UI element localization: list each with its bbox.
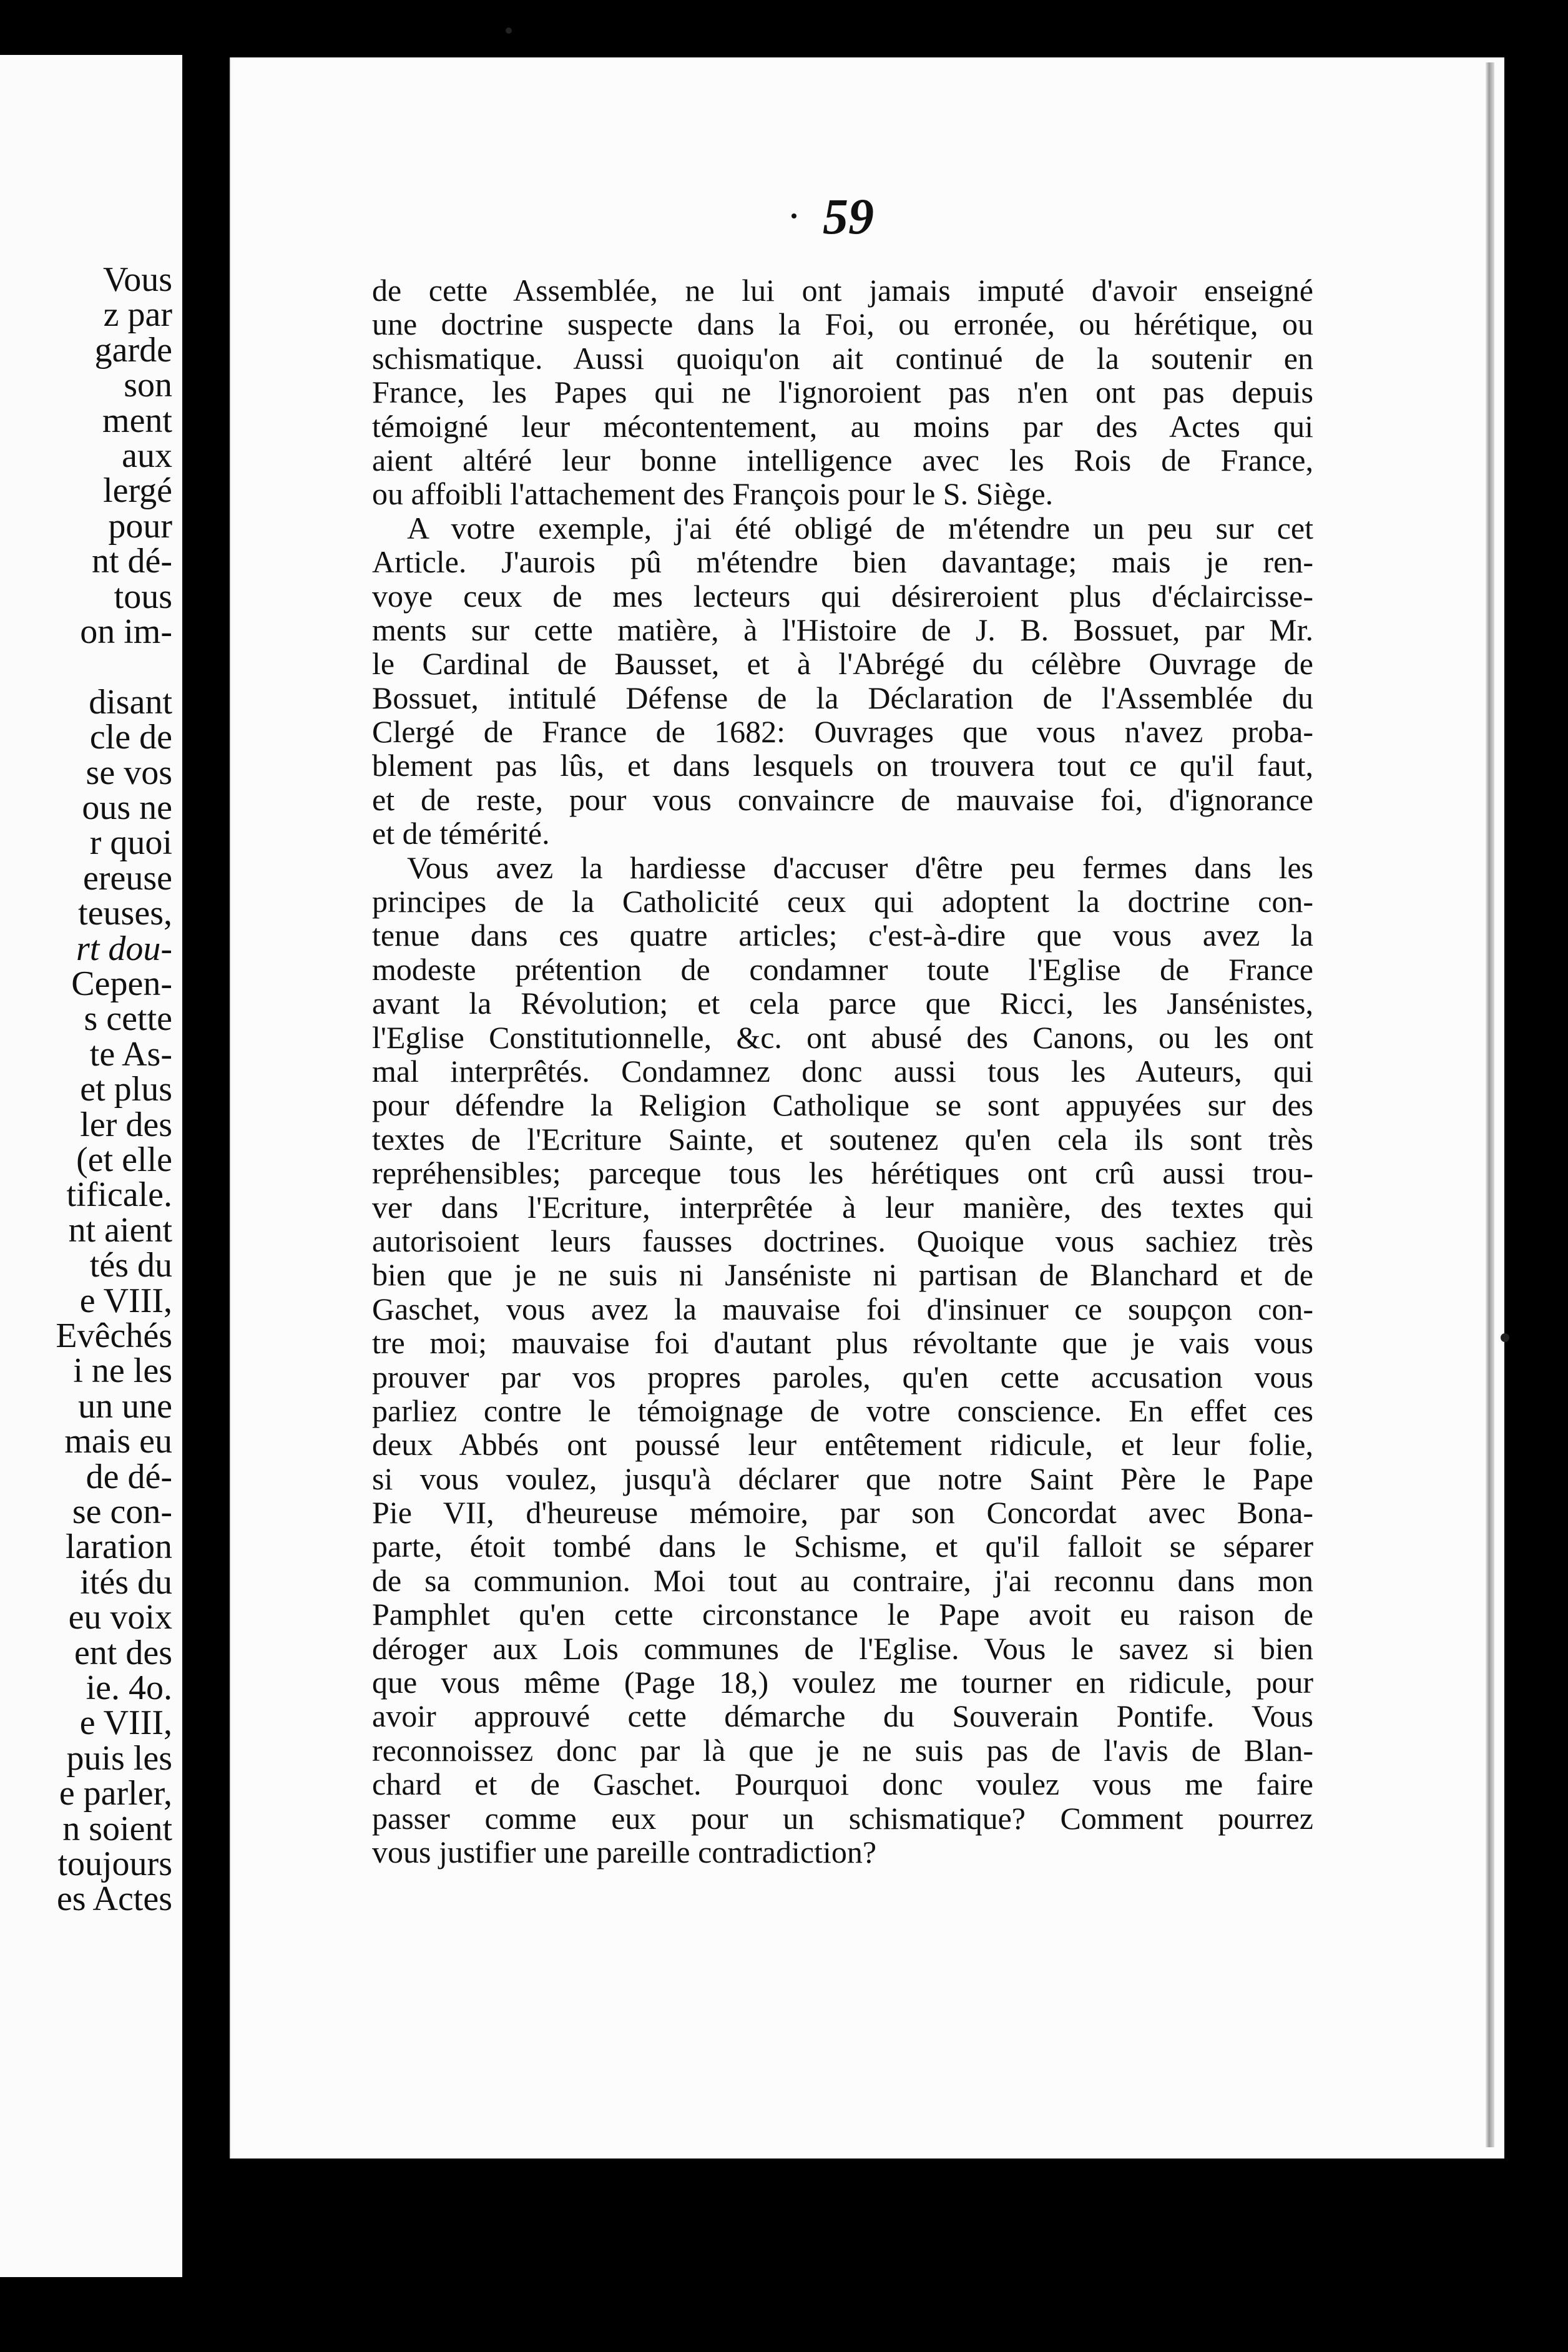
text-line: et de témérité. <box>372 816 550 851</box>
facing-page-line: tificale. <box>66 1175 172 1215</box>
text-line: avant la Révolution; et cela parce que Ricci, les Jansénistes, <box>372 986 1313 1021</box>
text-line: Gaschet, vous avez la mauvaise foi d'insinuer ce soupçon con- <box>372 1291 1313 1326</box>
facing-page-line: n soient <box>62 1809 172 1848</box>
facing-page-line: nt dé- <box>91 542 172 581</box>
facing-page-line: ereuse <box>82 858 172 898</box>
ink-speck <box>506 27 512 34</box>
facing-page-line: ent des <box>74 1633 172 1672</box>
facing-page-line: disant <box>89 682 172 722</box>
text-line: Clergé de France de 1682: Ouvrages que vous n'avez proba- <box>372 714 1313 750</box>
facing-page-line: se con- <box>72 1492 172 1531</box>
text-line: parte, étoit tombé dans le Schisme, et qu'il falloit se séparer <box>372 1529 1313 1564</box>
text-line: avoir approuvé cette démarche du Souverain Pontife. Vous <box>372 1698 1313 1734</box>
text-line: tenue dans ces quatre articles; c'est-à-dire que vous avez la <box>372 918 1313 953</box>
facing-page-line: pour <box>108 506 172 546</box>
facing-page-line: un une <box>78 1386 172 1426</box>
text-line: mal interprêtés. Condamnez donc aussi tous les Auteurs, qui <box>372 1053 1313 1089</box>
text-line: tre moi; mauvaise foi d'autant plus révoltante que je vais vous <box>372 1325 1313 1361</box>
text-line: une doctrine suspecte dans la Foi, ou erronée, ou hérétique, ou <box>372 306 1313 342</box>
text-line: reconnoissez donc par là que je ne suis pas de l'avis de Blan- <box>372 1732 1313 1768</box>
text-line: le Cardinal de Bausset, et à l'Abrégé du célèbre Ouvrage de <box>372 646 1313 682</box>
text-line: textes de l'Ecriture Sainte, et soutenez qu'en cela ils sont très <box>372 1121 1313 1157</box>
text-line: si vous voulez, jusqu'à déclarer que notre Saint Père le Pape <box>372 1461 1313 1496</box>
page-edge <box>1486 62 1494 2147</box>
facing-page-line: mais eu <box>64 1422 172 1461</box>
facing-page-line: Evêchés <box>56 1316 172 1355</box>
text-line: de cette Assemblée, ne lui ont jamais imputé d'avoir enseigné <box>372 273 1313 308</box>
text-line: modeste prétention de condamner toute l'Eglise de France <box>372 951 1313 987</box>
facing-page-line: puis les <box>66 1738 172 1778</box>
facing-page-line: s cette <box>84 999 172 1039</box>
ink-speck <box>1501 1333 1509 1342</box>
facing-page-line: ler des <box>80 1105 172 1144</box>
facing-page-line: cle de <box>89 718 172 757</box>
text-line: autorisoient leurs fausses doctrines. Quoique vous sachiez très <box>372 1223 1313 1258</box>
facing-page-line: toujours <box>57 1845 172 1883</box>
facing-page-line: e parler, <box>59 1774 172 1813</box>
text-line: aient altéré leur bonne intelligence avec les Rois de France, <box>372 442 1313 478</box>
text-line: ou affoibli l'attachement des François pour le S. Siège. <box>372 476 1054 512</box>
text-line: Vous avez la hardiesse d'accuser d'être peu fermes dans les <box>407 850 1313 885</box>
text-line: Article. J'aurois pû m'étendre bien davantage; mais je ren- <box>372 544 1313 580</box>
facing-page-line: lergé <box>103 471 172 511</box>
facing-page-line: Cepen- <box>71 964 172 1003</box>
text-line: que vous même (Page 18,) voulez me tourner en ridicule, pour <box>372 1665 1313 1700</box>
facing-page-line: tous <box>114 577 172 616</box>
text-line: ments sur cette matière, à l'Histoire de J. B. Bossuet, par Mr. <box>372 612 1313 647</box>
facing-page-line: et plus <box>80 1070 172 1109</box>
text-line: Pie VII, d'heureuse mémoire, par son Concordat avec Bona- <box>372 1495 1313 1531</box>
facing-page-line: nt aient <box>68 1210 172 1250</box>
facing-page-line: laration <box>65 1527 172 1567</box>
facing-page-line: de dé- <box>86 1457 172 1496</box>
facing-page-line: son <box>124 366 172 405</box>
facing-page-line: ités du <box>80 1562 172 1602</box>
text-line: Bossuet, intitulé Défense de la Déclaration de l'Assemblée du <box>372 680 1313 715</box>
facing-page-line: se vos <box>86 753 172 792</box>
text-line: passer comme eux pour un schismatique? Comment pourrez <box>372 1800 1313 1836</box>
facing-page-line: teuses, <box>78 894 172 933</box>
facing-page-line: r quoi <box>89 823 172 863</box>
facing-page-line: ment <box>102 401 172 440</box>
facing-page-line: e VIII, <box>79 1281 172 1320</box>
facing-page <box>0 55 182 2277</box>
facing-page-line: garde <box>94 330 172 370</box>
facing-page-line: ous ne <box>82 788 172 827</box>
text-line: déroger aux Lois communes de l'Eglise. Vous le savez si bien <box>372 1630 1313 1666</box>
text-line: ver dans l'Ecriture, interprêtée à leur manière, des textes qui <box>372 1189 1313 1225</box>
text-line: parliez contre le témoignage de votre conscience. En effet ces <box>372 1393 1313 1428</box>
text-line: de sa communion. Moi tout au contraire, j'ai reconnu dans mon <box>372 1562 1313 1598</box>
text-line: voye ceux de mes lecteurs qui désireroient plus d'éclaircisse- <box>372 578 1313 614</box>
facing-page-line: (et elle <box>76 1140 172 1179</box>
facing-page-line: e VIII, <box>79 1703 172 1743</box>
facing-page-line: rt dou- <box>76 929 172 968</box>
text-line: blement pas lûs, et dans lesquels on trouvera tout ce qu'il faut, <box>372 748 1313 783</box>
facing-page-line: on im- <box>80 612 172 651</box>
text-line: prouver par vos propres paroles, qu'en cette accusation vous <box>372 1359 1313 1394</box>
facing-page-line: i ne les <box>73 1351 172 1391</box>
text-line: Pamphlet qu'en cette circonstance le Pape avoit eu raison de <box>372 1597 1313 1632</box>
text-line: deux Abbés ont poussé leur entêtement ridicule, et leur folie, <box>372 1427 1313 1463</box>
facing-page-line: te As- <box>89 1034 172 1074</box>
facing-page-line: z par <box>103 295 172 335</box>
text-line: principes de la Catholicité ceux qui adoptent la doctrine con- <box>372 884 1313 919</box>
text-line: pour défendre la Religion Catholique se sont appuyées sur des <box>372 1087 1313 1123</box>
facing-page-line: eu voix <box>68 1598 172 1637</box>
text-line: bien que je ne suis ni Janséniste ni partisan de Blanchard et de <box>372 1257 1313 1293</box>
text-line: A votre exemple, j'ai été obligé de m'étendre un peu sur cet <box>407 510 1313 546</box>
text-line: chard et de Gaschet. Pourquoi donc voulez vous me faire <box>372 1766 1313 1802</box>
text-line: vous justifier une pareille contradiction? <box>372 1834 877 1869</box>
facing-page-line: aux <box>122 436 172 475</box>
facing-page-line: tés du <box>89 1246 172 1285</box>
page-number: 59 <box>823 188 874 245</box>
text-line: France, les Papes qui ne l'ignoroient pas n'en ont pas depuis <box>372 375 1313 410</box>
facing-page-line: es Actes <box>56 1879 172 1919</box>
facing-page-line: Vous <box>102 260 172 299</box>
text-line: témoigné leur mécontentement, au moins par des Actes qui <box>372 408 1313 444</box>
page-number-dot <box>791 213 796 218</box>
text-line: repréhensibles; parceque tous les hérétiques ont crû aussi trou- <box>372 1155 1313 1191</box>
text-line: schismatique. Aussi quoiqu'on ait continué de la soutenir en <box>372 340 1313 376</box>
text-line: et de reste, pour vous convaincre de mauvaise foi, d'ignorance <box>372 782 1313 817</box>
text-line: l'Eglise Constitutionnelle, &c. ont abusé des Canons, ou les ont <box>372 1019 1313 1055</box>
body-text <box>372 273 1313 1869</box>
facing-page-line: ie. 4o. <box>86 1668 172 1707</box>
